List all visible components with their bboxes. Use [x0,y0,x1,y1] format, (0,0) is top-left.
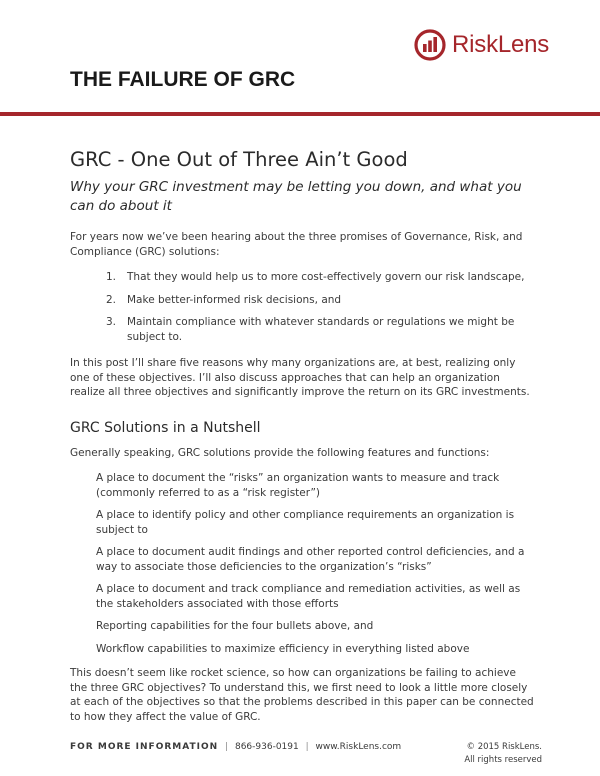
copyright-text: © 2015 RiskLens. [466,742,542,752]
list-number: 3. [106,316,117,328]
list-item: Workflow capabilities to maximize efficiency in everything listed above [96,642,470,655]
list-item: Reporting capabilities for the four bullets above, and [96,620,374,632]
footer-divider: | [225,742,229,752]
list-item [70,270,536,285]
list-item [70,315,536,344]
features-list [70,471,536,656]
list-item: A place to document and track compliance and remediation activities, as well as the stakeholders associated with those efforts [96,583,521,610]
list-item: A place to identify policy and other compliance requirements an organization is subject to [96,509,515,536]
risklens-logo-icon [414,29,446,61]
footer-website-link[interactable]: www.RiskLens.com [315,742,402,752]
article-subtitle: Why your GRC investment may be letting you down, and what you can do about it [70,179,522,214]
section-intro: Generally speaking, GRC solutions provide the following features and functions: [70,446,490,459]
list-item [70,293,536,308]
list-item: A place to document the “risks” an organization wants to measure and track (commonly referred to as a “risk register”) [96,472,500,499]
list-number: 1. [106,271,117,283]
logo-text: RiskLens [452,31,550,58]
list-item-text: Maintain compliance with whatever standards or regulations we might be subject to. [127,316,515,343]
list-item: A place to document audit findings and other reported control deficiencies, and a way to associate those deficiencies to the organization’s “risks” [96,546,525,573]
intro-paragraph: For years now we’ve been hearing about the three promises of Governance, Risk, and Compliance (GRC) solutions: [70,231,523,258]
body-paragraph: In this post I’ll share five reasons why many organizations are, at best, realizing only one of these objectives. I’ll also discuss approaches that can help an organization realize all three objectives and significantly improve the return on its GRC investments. [70,357,530,398]
header-divider [0,112,600,116]
list-item-text: Make better-informed risk decisions, and [127,293,342,306]
footer-label: FOR MORE INFORMATION [70,742,219,752]
footer-phone: 866-936-0191 [234,742,299,752]
list-number: 2. [106,293,117,306]
footer-copyright [446,741,542,767]
article-heading: GRC - One Out of Three Ain’t Good [70,148,408,171]
list-item-text: That they would help us to more cost-effectively govern our risk landscape, [127,271,525,283]
promises-list [70,270,536,344]
risklens-logo [414,28,549,62]
footer-small-divider: | [305,742,309,752]
footer-contact [70,742,401,752]
closing-paragraph: This doesn’t seem like rocket science, so how can organizations be failing to achieve the three GRC objectives? To understand this, we first need to look a little more closely at each of the objectives so that the problems described in this paper can be connected to how they affect the value of GRC. [70,667,534,723]
rights-text: All rights reserved [464,755,542,765]
article-body [70,148,536,735]
section-heading: GRC Solutions in a Nutshell [70,419,261,436]
document-title: THE FAILURE OF GRC [70,68,296,91]
